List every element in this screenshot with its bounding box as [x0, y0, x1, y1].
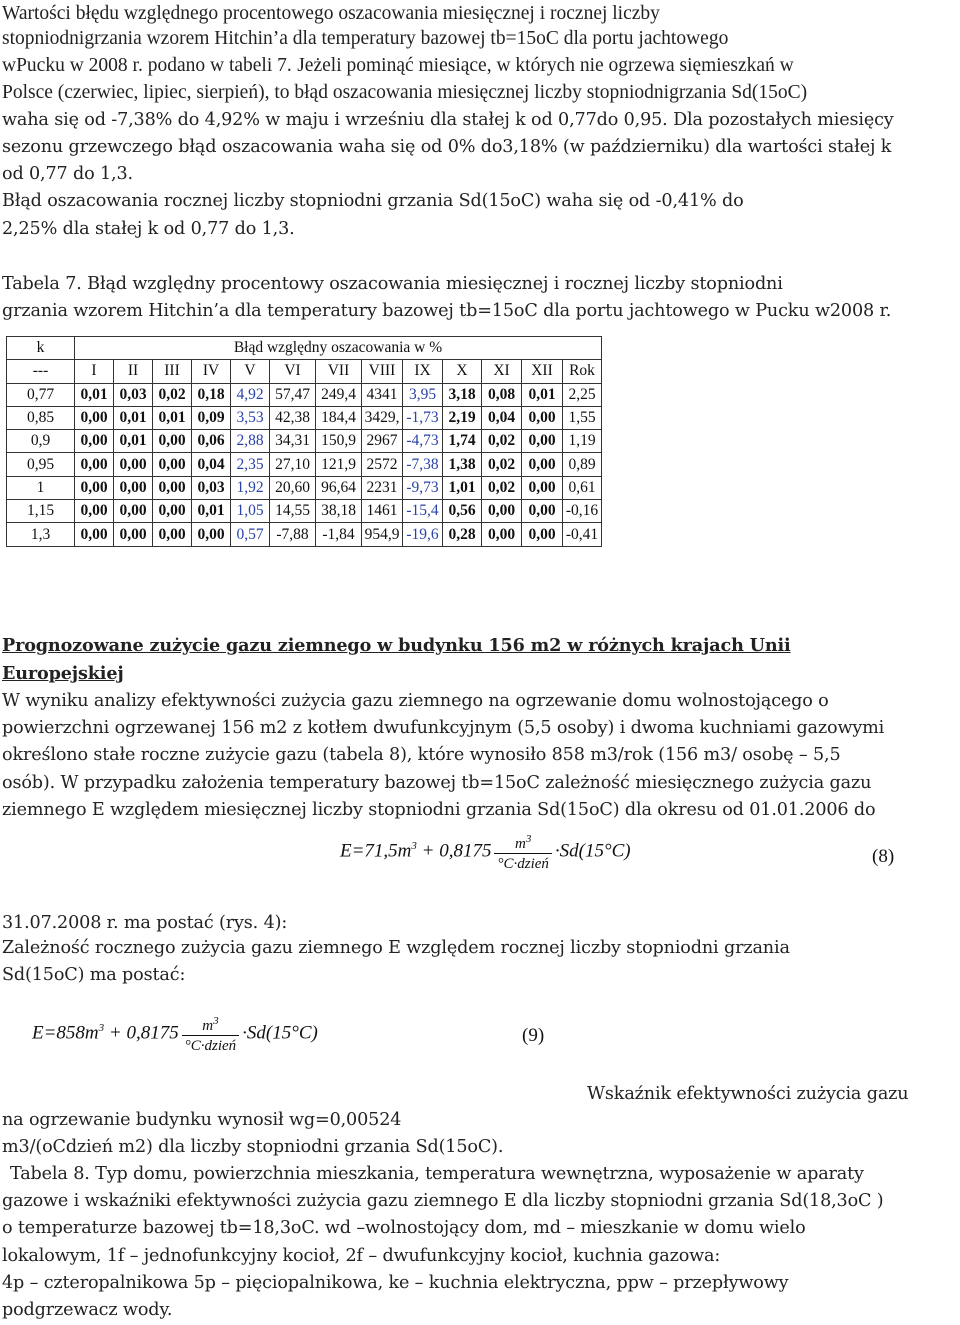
column-header: V — [231, 360, 270, 383]
table-cell: -0,41 — [563, 523, 602, 546]
table-cell: 1,74 — [443, 430, 482, 453]
formula-lhs: E=71,5m — [340, 840, 412, 862]
table-row — [7, 406, 602, 429]
table-cell: 96,64 — [316, 476, 362, 499]
text-span: podgrzewacz wody. — [2, 1300, 173, 1320]
table-cell: 4,92 — [231, 383, 270, 406]
table-cell: 0,00 — [114, 500, 153, 523]
formula-exponent: 3 — [525, 833, 532, 845]
table-cell: 1,05 — [231, 500, 270, 523]
table-cell: 0,00 — [153, 523, 192, 546]
table-cell: 20,60 — [270, 476, 316, 499]
table-cell: 14,55 — [270, 500, 316, 523]
table-cell: 1,92 — [231, 476, 270, 499]
table-caption — [2, 1297, 172, 1325]
table-cell: 2572 — [362, 453, 403, 476]
table-cell: 0,00 — [114, 476, 153, 499]
group-header: Błąd względny oszacowania w % — [75, 337, 602, 360]
table-cell: 0,00 — [75, 500, 114, 523]
table-caption — [10, 1161, 864, 1189]
table-cell: -4,73 — [403, 430, 443, 453]
column-header: III — [153, 360, 192, 383]
paragraph-line — [2, 770, 871, 798]
column-header: VII — [316, 360, 362, 383]
table-cell: 150,9 — [316, 430, 362, 453]
table-cell: 0,03 — [114, 383, 153, 406]
text-span: Dla pozostałych miesięcy — [673, 110, 894, 130]
table-cell: 0,57 — [231, 523, 270, 546]
table-caption — [2, 1243, 720, 1271]
table-cell: 0,01 — [522, 383, 563, 406]
table-cell: 27,10 — [270, 453, 316, 476]
column-header: II — [114, 360, 153, 383]
text-span: od 0,77 do 1,3. — [2, 164, 133, 184]
table-cell: 0,61 — [563, 476, 602, 499]
error-table — [6, 336, 602, 547]
paragraph-line — [2, 79, 807, 108]
table-cell: 0,00 — [75, 430, 114, 453]
table-cell: 0,01 — [192, 500, 231, 523]
table-cell: 38,18 — [316, 500, 362, 523]
table-cell: 0,00 — [75, 523, 114, 546]
paragraph-line — [2, 52, 794, 81]
equation-number: (8) — [872, 846, 895, 867]
column-header: IV — [192, 360, 231, 383]
table-cell: 0,00 — [522, 523, 563, 546]
paragraph-line — [2, 1134, 503, 1162]
table-cell: 0,00 — [522, 406, 563, 429]
text-span: Zależność rocznego zużycia gazu ziemnego E względem rocznej liczby stopniodni grzania — [2, 938, 790, 958]
table-cell: 249,4 — [316, 383, 362, 406]
k-value-cell: 1 — [7, 476, 75, 499]
table-cell: 2,19 — [443, 406, 482, 429]
table-cell: 3,18 — [443, 383, 482, 406]
k-value-cell: 0,9 — [7, 430, 75, 453]
table-cell: 0,00 — [75, 453, 114, 476]
paragraph-line — [2, 962, 185, 990]
formula-term: ·Sd(15°C) — [554, 840, 631, 862]
table-cell: 0,00 — [192, 523, 231, 546]
text-span: sezonu grzewczego błąd oszacowania waha się od 0% do3,18% (w październiku) dla wartości stałej k — [2, 137, 892, 157]
formula-term: ·Sd(15°C) — [242, 1022, 318, 1044]
paragraph-line — [2, 107, 894, 135]
table-cell: 0,08 — [482, 383, 522, 406]
text-span: Jeżeli pominąć miesiące, w których nie ogrzewa sięmieszkań w — [297, 55, 794, 76]
table-cell: 0,00 — [482, 523, 522, 546]
text-span: na ogrzewanie budynku wynosił wg=0,00524 — [2, 1110, 402, 1130]
table-cell: 3,95 — [403, 383, 443, 406]
table-cell: 0,00 — [522, 476, 563, 499]
table-cell: -1,84 — [316, 523, 362, 546]
paragraph-line — [2, 715, 884, 743]
column-header: --- — [7, 360, 75, 383]
table-cell: 2,88 — [231, 430, 270, 453]
table-cell: 1,01 — [443, 476, 482, 499]
table-cell: 1,38 — [443, 453, 482, 476]
text-span: osób). W przypadku założenia temperatury bazowej tb=15oC zależność miesięcznego zużycia gazu — [2, 773, 872, 793]
table-cell: -15,4 — [403, 500, 443, 523]
text-span: Błąd oszacowania rocznej liczby stopniodni grzania Sd(15oC) waha się od -0,41% do — [2, 191, 744, 211]
table-cell: 0,01 — [153, 406, 192, 429]
table-cell: 2,25 — [563, 383, 602, 406]
text-span: waha się od -7,38% do 4,92% w maju i wrześniu dla stałej k od 0,77do 0,95. — [2, 110, 668, 130]
table-caption — [2, 298, 891, 326]
text-span: W wyniku analizy efektywności zużycia gazu ziemnego na ogrzewanie domu wolnostojącego o — [2, 691, 829, 711]
table-cell: 2967 — [362, 430, 403, 453]
table-cell: 57,47 — [270, 383, 316, 406]
table-cell: 0,00 — [153, 500, 192, 523]
text-span: Polsce (czerwiec, lipiec, sierpień), to błąd oszacowania miesięcznej liczby stopniodnigrzania Sd(15oC) — [2, 82, 808, 103]
table-cell: 954,9 — [362, 523, 403, 546]
table-cell: 0,00 — [75, 406, 114, 429]
column-header: X — [443, 360, 482, 383]
text-span: grzania wzorem Hitchin’a dla temperatury bazowej tb=15oC dla portu jachtowego w Pucku w2008 r. — [2, 301, 892, 321]
table-cell: -19,6 — [403, 523, 443, 546]
table-cell: 4341 — [362, 383, 403, 406]
table-cell: 1,55 — [563, 406, 602, 429]
table-cell: 0,00 — [75, 476, 114, 499]
table-row — [7, 523, 602, 546]
table-cell: 0,03 — [192, 476, 231, 499]
text-span: m — [515, 836, 526, 852]
paragraph-line — [2, 742, 841, 770]
table-cell: 1,19 — [563, 430, 602, 453]
table-cell: 0,00 — [522, 430, 563, 453]
column-header: VI — [270, 360, 316, 383]
paragraph-line — [2, 216, 295, 244]
table-cell: 0,28 — [443, 523, 482, 546]
column-header: XI — [482, 360, 522, 383]
table-cell: 1461 — [362, 500, 403, 523]
text-span: Tabela 7. Błąd względny procentowy oszacowania miesięcznej i rocznej liczby stopniodni — [2, 274, 783, 294]
text-span: Tabela 8. Typ domu, powierzchnia mieszkania, temperatura wewnętrzna, wyposażenie w aparaty — [10, 1164, 864, 1184]
table-cell: 0,00 — [522, 453, 563, 476]
table-cell: 0,01 — [114, 406, 153, 429]
table-cell: 121,9 — [316, 453, 362, 476]
table-cell: 0,04 — [192, 453, 231, 476]
k-value-cell: 1,3 — [7, 523, 75, 546]
table-cell: 0,00 — [482, 500, 522, 523]
table-caption — [2, 1270, 788, 1298]
paragraph-line — [587, 1081, 908, 1109]
text-span: określono stałe roczne zużycie gazu (tabela 8), które wynosiło 858 m3/rok (156 m3/ osobę – 5,5 — [2, 745, 841, 765]
column-header: I — [75, 360, 114, 383]
column-header: Rok — [563, 360, 602, 383]
text-span: Prognozowane zużycie gazu ziemnego w budynku 156 m2 w różnych krajach Unii — [2, 635, 791, 656]
text-span: 31.07.2008 r. ma postać (rys. 4): — [2, 913, 288, 933]
table-cell: 3429, — [362, 406, 403, 429]
fraction-numerator — [494, 830, 551, 854]
table-cell: 0,06 — [192, 430, 231, 453]
table-cell: 0,00 — [153, 453, 192, 476]
paragraph-line — [2, 134, 891, 162]
column-header: VIII — [362, 360, 403, 383]
paragraph-line — [2, 1107, 401, 1135]
paragraph-line — [2, 188, 744, 216]
text-span: Europejskiej — [2, 663, 124, 684]
paragraph-line — [2, 935, 790, 963]
table-row — [7, 453, 602, 476]
table-cell: -7,38 — [403, 453, 443, 476]
table-cell: 0,56 — [443, 500, 482, 523]
table-caption — [2, 1215, 806, 1243]
table-caption — [2, 1188, 884, 1216]
table-cell: 0,00 — [114, 453, 153, 476]
table-cell: -9,73 — [403, 476, 443, 499]
text-span: stopniodnigrzania wzorem Hitchin’a dla temperatury bazowej tb=15oC dla portu jachtowego — [2, 28, 729, 49]
table-cell: 0,02 — [153, 383, 192, 406]
formula-8 — [340, 830, 631, 874]
text-span: wPucku w 2008 r. podano w tabeli 7. — [2, 55, 292, 76]
formula-9 — [32, 1012, 318, 1056]
table-cell: 0,02 — [482, 453, 522, 476]
table-row — [7, 383, 602, 406]
fraction-denominator: °C·dzień — [497, 856, 549, 872]
table-cell: 34,31 — [270, 430, 316, 453]
text-span: o temperaturze bazowej tb=18,3oC. wd –wolnostojący dom, md – mieszkanie w domu wielo — [2, 1218, 806, 1238]
table-cell: 0,00 — [114, 523, 153, 546]
text-span: lokalowym, 1f – jednofunkcyjny kocioł, 2f – dwufunkcyjny kocioł, kuchnia gazowa: — [2, 1246, 721, 1266]
column-header: XII — [522, 360, 563, 383]
paragraph-line — [2, 797, 875, 825]
table-row — [7, 500, 602, 523]
text-span: ziemnego E względem miesięcznej liczby stopniodni grzania Sd(15oC) dla okresu od 01.01.2006 do — [2, 800, 876, 820]
formula-term: + 0,8175 — [416, 840, 492, 862]
paragraph-line — [2, 688, 829, 716]
k-header: k — [7, 337, 75, 360]
text-span: m3/(oCdzień m2) dla liczby stopniodni grzania Sd(15oC). — [2, 1137, 504, 1157]
table-cell: 0,04 — [482, 406, 522, 429]
text-span: gazowe i wskaźniki efektywności zużycia gazu ziemnego E dla liczby stopniodni grzania Sd(18,3oC ) — [2, 1191, 884, 1211]
table-cell: 0,18 — [192, 383, 231, 406]
table-cell: 42,38 — [270, 406, 316, 429]
table-cell: 0,00 — [522, 500, 563, 523]
table-cell: 0,02 — [482, 476, 522, 499]
column-header: IX — [403, 360, 443, 383]
equation-number: (9) — [522, 1025, 545, 1046]
text-span: Wartości błędu względnego procentowego oszacowania miesięcznej i rocznej liczby — [2, 3, 660, 24]
table-cell: 3,53 — [231, 406, 270, 429]
text-span: 4p – czteropalnikowa 5p – pięciopalnikowa, ke – kuchnia elektryczna, ppw – przepływowy — [2, 1273, 789, 1293]
table-cell: 0,01 — [114, 430, 153, 453]
table-cell: 0,02 — [482, 430, 522, 453]
formula-exponent: 3 — [98, 1022, 105, 1035]
text-span: powierzchni ogrzewanej 156 m2 z kotłem dwufunkcyjnym (5,5 osoby) i dwoma kuchniami gazowymi — [2, 718, 885, 738]
table-cell: 0,00 — [153, 476, 192, 499]
table-cell: -7,88 — [270, 523, 316, 546]
formula-exponent: 3 — [213, 1015, 219, 1027]
k-value-cell: 0,85 — [7, 406, 75, 429]
paragraph-line — [2, 161, 133, 189]
paragraph-line — [2, 25, 728, 54]
text-span: Wskaźnik efektywności zużycia gazu — [587, 1084, 909, 1104]
table-cell: 0,00 — [153, 430, 192, 453]
k-value-cell: 0,95 — [7, 453, 75, 476]
table-row — [7, 476, 602, 499]
formula-fraction — [182, 1012, 239, 1056]
table-cell: 0,09 — [192, 406, 231, 429]
table-cell: 0,01 — [75, 383, 114, 406]
paragraph-line — [2, 910, 287, 938]
text-span: Sd(15oC) ma postać: — [2, 965, 186, 985]
formula-fraction — [494, 830, 551, 874]
section-heading — [2, 660, 124, 688]
fraction-denominator: °C·dzień — [184, 1038, 237, 1054]
section-heading — [2, 632, 791, 660]
table-caption — [2, 271, 783, 299]
table-cell: 184,4 — [316, 406, 362, 429]
k-value-cell: 1,15 — [7, 500, 75, 523]
table-cell: -0,16 — [563, 500, 602, 523]
text-span: m — [202, 1018, 214, 1034]
table-cell: -1,73 — [403, 406, 443, 429]
text-span: 2,25% dla stałej k od 0,77 do 1,3. — [2, 219, 295, 239]
table-cell: 2,35 — [231, 453, 270, 476]
table-cell: 2231 — [362, 476, 403, 499]
fraction-numerator — [182, 1012, 239, 1036]
k-value-cell: 0,77 — [7, 383, 75, 406]
table-row — [7, 430, 602, 453]
table-cell: 0,89 — [563, 453, 602, 476]
formula-term: + 0,8175 — [104, 1022, 179, 1044]
formula-exponent: 3 — [411, 840, 417, 853]
formula-lhs: E=858m — [32, 1022, 99, 1044]
